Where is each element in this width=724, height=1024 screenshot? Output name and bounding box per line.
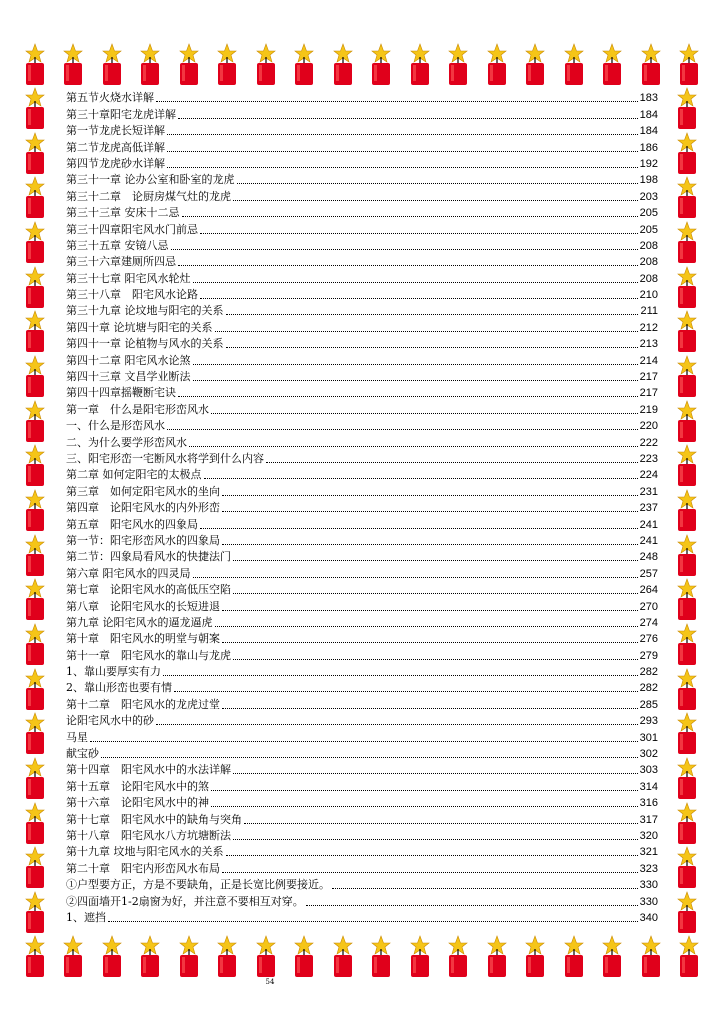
candle-icon bbox=[559, 42, 589, 86]
toc-entry-title: 论阳宅风水中的砂 bbox=[66, 714, 154, 728]
toc-entry[interactable] bbox=[66, 417, 658, 433]
toc-entry[interactable] bbox=[66, 499, 658, 515]
candle-icon bbox=[672, 86, 702, 130]
candle-icon bbox=[672, 756, 702, 800]
toc-entry-title: 第二章 如何定阳宅的太极点 bbox=[66, 468, 202, 482]
toc-entry[interactable] bbox=[66, 728, 658, 744]
dot-leader bbox=[211, 790, 638, 791]
toc-entry-page: 241 bbox=[639, 518, 658, 531]
toc-entry-page: 301 bbox=[639, 731, 658, 744]
dot-leader bbox=[167, 167, 638, 168]
candle-icon bbox=[20, 934, 50, 978]
toc-entry-page: 208 bbox=[639, 239, 658, 252]
candle-icon bbox=[20, 443, 50, 487]
toc-entry-page: 184 bbox=[639, 125, 658, 138]
candle-icon bbox=[20, 533, 50, 577]
dot-leader bbox=[101, 757, 638, 758]
toc-entry[interactable] bbox=[66, 122, 658, 138]
toc-entry[interactable] bbox=[66, 351, 658, 367]
dot-leader bbox=[233, 560, 638, 561]
candle-icon bbox=[405, 42, 435, 86]
candle-icon bbox=[251, 42, 281, 86]
toc-entry-page: 217 bbox=[639, 387, 658, 400]
dot-leader bbox=[233, 839, 638, 840]
toc-entry-page: 330 bbox=[639, 895, 658, 908]
dot-leader bbox=[156, 724, 638, 725]
dot-leader bbox=[167, 429, 638, 430]
toc-entry-title: 第十七章 阳宅风水中的缺角与突角 bbox=[66, 812, 242, 826]
candle-icon bbox=[672, 711, 702, 755]
candle-icon bbox=[520, 934, 550, 978]
toc-entry-page: 302 bbox=[639, 748, 658, 761]
toc-entry-page: 282 bbox=[639, 682, 658, 695]
dot-leader bbox=[244, 823, 638, 824]
toc-entry-page: 241 bbox=[639, 534, 658, 547]
toc-entry-page: 340 bbox=[639, 911, 658, 924]
toc-entry-title: 第三十八章 阳宅风水论路 bbox=[66, 288, 198, 302]
toc-entry[interactable] bbox=[66, 400, 658, 416]
toc-entry[interactable] bbox=[66, 89, 658, 105]
dot-leader bbox=[226, 314, 639, 315]
dot-leader bbox=[178, 265, 638, 266]
dot-leader bbox=[222, 511, 638, 512]
toc-entry-page: 205 bbox=[639, 207, 658, 220]
toc-entry[interactable] bbox=[66, 171, 658, 187]
candle-icon bbox=[212, 42, 242, 86]
toc-entry-title: 第四十三章 文昌学业断法 bbox=[66, 370, 191, 384]
dot-leader bbox=[174, 691, 638, 692]
candle-icon bbox=[212, 934, 242, 978]
toc-entry-title: 第七章 论阳宅风水的高低压空陷 bbox=[66, 583, 231, 597]
candle-icon bbox=[20, 42, 50, 86]
dot-leader bbox=[163, 675, 638, 676]
candle-icon bbox=[672, 443, 702, 487]
toc-entry-page: 224 bbox=[639, 469, 658, 482]
toc-entry[interactable] bbox=[66, 630, 658, 646]
dot-leader bbox=[193, 380, 638, 381]
toc-entry-page: 192 bbox=[639, 157, 658, 170]
candle-icon bbox=[20, 845, 50, 889]
toc-entry[interactable] bbox=[66, 663, 658, 679]
toc-entry[interactable] bbox=[66, 810, 658, 826]
candle-icon bbox=[672, 667, 702, 711]
toc-entry[interactable] bbox=[66, 466, 658, 482]
toc-entry-page: 323 bbox=[639, 862, 658, 875]
candle-icon bbox=[20, 265, 50, 309]
candle-icon bbox=[597, 42, 627, 86]
toc-entry[interactable] bbox=[66, 827, 658, 843]
candle-icon bbox=[672, 309, 702, 353]
dot-leader bbox=[237, 183, 638, 184]
toc-entry-page: 198 bbox=[639, 174, 658, 187]
dot-leader bbox=[200, 233, 638, 234]
dot-leader bbox=[178, 396, 638, 397]
dot-leader bbox=[233, 659, 638, 660]
candle-icon bbox=[174, 42, 204, 86]
toc-entry-page: 330 bbox=[639, 879, 658, 892]
toc-entry-title: 第三十九章 论坟地与阳宅的关系 bbox=[66, 304, 224, 318]
toc-entry[interactable] bbox=[66, 679, 658, 695]
candle-icon bbox=[20, 354, 50, 398]
toc-entry-title: 第三十三章 安床十二忌 bbox=[66, 206, 180, 220]
toc-entry-page: 293 bbox=[639, 715, 658, 728]
dot-leader bbox=[167, 134, 638, 135]
toc-entry-title: 第十章 阳宅风水的明堂与朝案 bbox=[66, 632, 220, 646]
candle-icon bbox=[20, 801, 50, 845]
toc-entry-title: ①户型要方正，方是不要缺角，正是长宽比例要接近。 bbox=[66, 878, 330, 892]
candle-icon bbox=[328, 934, 358, 978]
toc-entry-page: 270 bbox=[639, 600, 658, 613]
dot-leader bbox=[222, 642, 638, 643]
toc-entry[interactable] bbox=[66, 433, 658, 449]
toc-entry-page: 314 bbox=[639, 780, 658, 793]
toc-entry[interactable] bbox=[66, 450, 658, 466]
toc-entry-page: 317 bbox=[639, 813, 658, 826]
candle-icon bbox=[636, 934, 666, 978]
toc-entry-title: 三、阳宅形峦一宅断风水将学到什么内容 bbox=[66, 451, 264, 465]
toc-entry-title: 2、靠山形峦也要有情 bbox=[66, 681, 172, 695]
toc-entry-page: 186 bbox=[639, 141, 658, 154]
toc-entry-page: 223 bbox=[639, 452, 658, 465]
toc-entry-title: 第一节：阳宅形峦风水的四象局 bbox=[66, 533, 220, 547]
candle-icon bbox=[559, 934, 589, 978]
candle-icon bbox=[97, 934, 127, 978]
toc-entry-page: 184 bbox=[639, 108, 658, 121]
toc-entry[interactable] bbox=[66, 318, 658, 334]
dot-leader bbox=[189, 446, 638, 447]
candle-icon bbox=[366, 934, 396, 978]
candle-icon bbox=[20, 756, 50, 800]
toc-entry-page: 205 bbox=[639, 223, 658, 236]
toc-entry-page: 210 bbox=[639, 289, 658, 302]
toc-entry-title: 第九章 论阳宅风水的逼龙逼虎 bbox=[66, 615, 213, 629]
toc-entry[interactable] bbox=[66, 187, 658, 203]
toc-entry[interactable] bbox=[66, 761, 658, 777]
toc-entry[interactable] bbox=[66, 876, 658, 892]
candle-icon bbox=[672, 533, 702, 577]
toc-entry-page: 222 bbox=[639, 436, 658, 449]
toc-entry[interactable] bbox=[66, 548, 658, 564]
dot-leader bbox=[171, 249, 638, 250]
candle-icon bbox=[672, 845, 702, 889]
toc-entry[interactable] bbox=[66, 777, 658, 793]
toc-entry[interactable] bbox=[66, 253, 658, 269]
dot-leader bbox=[233, 200, 638, 201]
toc-entry-page: 183 bbox=[639, 92, 658, 105]
toc-entry-title: 第三十一章 论办公室和卧室的龙虎 bbox=[66, 173, 235, 187]
toc-entry-title: 第四十四章摇鞭断宅诀 bbox=[66, 386, 176, 400]
toc-entry[interactable] bbox=[66, 220, 658, 236]
toc-entry-title: 第五节火烧水详解 bbox=[66, 91, 154, 105]
toc-entry[interactable] bbox=[66, 843, 658, 859]
toc-entry[interactable] bbox=[66, 335, 658, 351]
candle-icon bbox=[597, 934, 627, 978]
toc-entry[interactable] bbox=[66, 745, 658, 761]
candle-icon bbox=[20, 488, 50, 532]
toc-entry-page: 274 bbox=[639, 616, 658, 629]
toc-entry-title: 第十一章 阳宅风水的靠山与龙虎 bbox=[66, 648, 231, 662]
toc-entry-page: 257 bbox=[639, 567, 658, 580]
toc-entry-title: 第四节龙虎砂水详解 bbox=[66, 156, 165, 170]
candle-icon bbox=[20, 309, 50, 353]
toc-entry-title: 第八章 论阳宅风水的长短进退 bbox=[66, 599, 220, 613]
toc-entry[interactable] bbox=[66, 286, 658, 302]
dot-leader bbox=[226, 347, 638, 348]
toc-entry-title: 第六章 阳宅风水的四灵局 bbox=[66, 566, 191, 580]
toc-entry-title: 第四十章 论坑塘与阳宅的关系 bbox=[66, 320, 213, 334]
dot-leader bbox=[193, 577, 638, 578]
candle-icon bbox=[289, 42, 319, 86]
toc-entry[interactable] bbox=[66, 646, 658, 662]
toc-entry-page: 316 bbox=[639, 797, 658, 810]
toc-entry[interactable] bbox=[66, 204, 658, 220]
toc-entry[interactable] bbox=[66, 138, 658, 154]
toc-entry-title: 1、靠山要厚实有力 bbox=[66, 665, 161, 679]
border-left bbox=[20, 86, 52, 934]
toc-entry[interactable] bbox=[66, 695, 658, 711]
toc-entry[interactable] bbox=[66, 892, 658, 908]
toc-entry-page: 212 bbox=[639, 321, 658, 334]
dot-leader bbox=[200, 298, 638, 299]
toc-entry[interactable] bbox=[66, 237, 658, 253]
dot-leader bbox=[222, 708, 638, 709]
toc-entry-title: 第五章 阳宅风水的四象局 bbox=[66, 517, 198, 531]
candle-icon bbox=[20, 577, 50, 621]
toc-entry-title: 第三章 如何定阳宅风水的坐向 bbox=[66, 484, 220, 498]
candle-icon bbox=[20, 667, 50, 711]
candle-icon bbox=[289, 934, 319, 978]
dot-leader bbox=[182, 216, 638, 217]
candle-icon bbox=[135, 42, 165, 86]
dot-leader bbox=[108, 921, 638, 922]
toc-entry-title: 献宝砂 bbox=[66, 747, 99, 761]
candle-icon bbox=[58, 42, 88, 86]
toc-entry-page: 211 bbox=[640, 305, 658, 318]
candle-icon bbox=[20, 890, 50, 934]
candle-icon bbox=[672, 622, 702, 666]
candle-icon bbox=[672, 577, 702, 621]
toc-entry-title: 第一章 什么是阳宅形峦风水 bbox=[66, 402, 209, 416]
candle-icon bbox=[672, 890, 702, 934]
candle-icon bbox=[174, 934, 204, 978]
candle-icon bbox=[328, 42, 358, 86]
dot-leader bbox=[222, 544, 638, 545]
dot-leader bbox=[222, 610, 638, 611]
toc-entry[interactable] bbox=[66, 909, 658, 925]
dot-leader bbox=[211, 806, 638, 807]
toc-entry-title: 第十六章 论阳宅风水中的神 bbox=[66, 796, 209, 810]
candle-icon bbox=[135, 934, 165, 978]
candle-icon bbox=[482, 934, 512, 978]
candle-icon bbox=[20, 220, 50, 264]
toc-entry-title: 第三十七章 阳宅风水轮灶 bbox=[66, 271, 191, 285]
toc-entry-title: 一、什么是形峦风水 bbox=[66, 419, 165, 433]
toc-entry-page: 285 bbox=[639, 698, 658, 711]
toc-entry-page: 237 bbox=[639, 502, 658, 515]
toc-entry-title: 第十五章 论阳宅风水中的煞 bbox=[66, 779, 209, 793]
border-right bbox=[672, 86, 704, 934]
dot-leader bbox=[204, 478, 638, 479]
toc-entry[interactable] bbox=[66, 515, 658, 531]
toc-entry-title: 第一节龙虎长短详解 bbox=[66, 124, 165, 138]
dot-leader bbox=[222, 872, 638, 873]
dot-leader bbox=[332, 888, 638, 889]
candle-icon bbox=[97, 42, 127, 86]
toc-entry-page: 282 bbox=[639, 666, 658, 679]
toc-entry-page: 219 bbox=[639, 403, 658, 416]
candle-icon bbox=[251, 934, 281, 978]
toc-entry-page: 303 bbox=[639, 764, 658, 777]
toc-entry-page: 203 bbox=[639, 190, 658, 203]
toc-entry[interactable] bbox=[66, 269, 658, 285]
candle-icon bbox=[672, 488, 702, 532]
toc-entry-page: 220 bbox=[639, 420, 658, 433]
toc-entry-page: 214 bbox=[639, 354, 658, 367]
toc-entry[interactable] bbox=[66, 581, 658, 597]
candle-icon bbox=[636, 42, 666, 86]
candle-icon bbox=[20, 175, 50, 219]
candle-icon bbox=[672, 399, 702, 443]
candle-icon bbox=[672, 220, 702, 264]
candle-icon bbox=[58, 934, 88, 978]
dot-leader bbox=[167, 151, 638, 152]
dot-leader bbox=[306, 905, 638, 906]
toc-entry-page: 213 bbox=[639, 338, 658, 351]
toc-entry[interactable] bbox=[66, 384, 658, 400]
candle-icon bbox=[20, 622, 50, 666]
candle-icon bbox=[20, 711, 50, 755]
toc-entry[interactable] bbox=[66, 597, 658, 613]
toc-entry-page: 320 bbox=[639, 829, 658, 842]
toc-entry-title: 第四章 论阳宅风水的内外形峦 bbox=[66, 501, 220, 515]
toc-entry-page: 276 bbox=[639, 633, 658, 646]
toc-entry-title: 第十八章 阳宅风水八方坑塘断法 bbox=[66, 828, 231, 842]
toc-entry-page: 208 bbox=[639, 272, 658, 285]
dot-leader bbox=[156, 101, 638, 102]
candle-icon bbox=[443, 934, 473, 978]
toc-entry[interactable] bbox=[66, 564, 658, 580]
toc-entry-page: 248 bbox=[639, 551, 658, 564]
toc-entry-title: 第三十六章建厕所四忌 bbox=[66, 255, 176, 269]
toc-entry-title: 二、为什么要学形峦风水 bbox=[66, 435, 187, 449]
candle-icon bbox=[672, 175, 702, 219]
toc-entry-title: 第三十章阳宅龙虎详解 bbox=[66, 107, 176, 121]
border-top bbox=[20, 42, 704, 86]
candle-icon bbox=[672, 354, 702, 398]
toc-entry[interactable] bbox=[66, 368, 658, 384]
candle-icon bbox=[520, 42, 550, 86]
dot-leader bbox=[222, 495, 638, 496]
dot-leader bbox=[200, 528, 638, 529]
toc-entry[interactable] bbox=[66, 859, 658, 875]
dot-leader bbox=[226, 855, 638, 856]
candle-icon bbox=[443, 42, 473, 86]
toc-entry[interactable] bbox=[66, 105, 658, 121]
candle-icon bbox=[20, 131, 50, 175]
candle-icon bbox=[20, 399, 50, 443]
candle-icon bbox=[482, 42, 512, 86]
dot-leader bbox=[178, 118, 638, 119]
candle-icon bbox=[672, 131, 702, 175]
dot-leader bbox=[90, 741, 638, 742]
toc-entry-title: 第二节：四象局看风水的快捷法门 bbox=[66, 550, 231, 564]
toc-entry-title: 1、遮挡 bbox=[66, 910, 106, 924]
toc-entry-title: 马星 bbox=[66, 730, 88, 744]
toc-entry-page: 279 bbox=[639, 649, 658, 662]
toc-entry-title: ②四面墙开1-2扇窗为好，并注意不要相互对穿。 bbox=[66, 894, 304, 908]
toc-entry-title: 第二十章 阳宅内形峦风水布局 bbox=[66, 861, 220, 875]
dot-leader bbox=[193, 282, 638, 283]
dot-leader bbox=[211, 413, 638, 414]
toc-entry[interactable] bbox=[66, 532, 658, 548]
toc-entry-title: 第三十五章 安镜八忌 bbox=[66, 238, 169, 252]
toc-entry-page: 321 bbox=[639, 846, 658, 859]
border-bottom bbox=[20, 934, 704, 978]
toc-entry-page: 217 bbox=[639, 371, 658, 384]
dot-leader bbox=[233, 593, 638, 594]
page-number: 54 bbox=[265, 978, 275, 986]
toc-entry-title: 第四十二章 阳宅风水论煞 bbox=[66, 353, 191, 367]
candle-icon bbox=[672, 265, 702, 309]
candle-icon bbox=[672, 801, 702, 845]
toc-entry-title: 第十四章 阳宅风水中的水法详解 bbox=[66, 763, 231, 777]
toc-entry[interactable] bbox=[66, 482, 658, 498]
toc-entry[interactable] bbox=[66, 155, 658, 171]
dot-leader bbox=[215, 331, 638, 332]
table-of-contents bbox=[66, 89, 658, 925]
dot-leader bbox=[233, 773, 638, 774]
toc-entry-page: 231 bbox=[639, 485, 658, 498]
dot-leader bbox=[266, 462, 638, 463]
candle-icon bbox=[366, 42, 396, 86]
toc-entry-title: 第十九章 坟地与阳宅风水的关系 bbox=[66, 845, 224, 859]
toc-entry-title: 第十二章 阳宅风水的龙虎过堂 bbox=[66, 697, 220, 711]
candle-icon bbox=[20, 86, 50, 130]
toc-entry[interactable] bbox=[66, 614, 658, 630]
toc-entry-title: 第三十二章 论厨房煤气灶的龙虎 bbox=[66, 189, 231, 203]
toc-entry-title: 第三十四章阳宅风水门前忌 bbox=[66, 222, 198, 236]
dot-leader bbox=[193, 364, 638, 365]
toc-entry[interactable] bbox=[66, 794, 658, 810]
candle-icon bbox=[405, 934, 435, 978]
toc-entry-title: 第二节龙虎高低详解 bbox=[66, 140, 165, 154]
toc-entry-title: 第四十一章 论植物与风水的关系 bbox=[66, 337, 224, 351]
toc-entry-page: 264 bbox=[639, 584, 658, 597]
toc-entry[interactable] bbox=[66, 302, 658, 318]
candle-icon bbox=[674, 42, 704, 86]
candle-icon bbox=[674, 934, 704, 978]
toc-entry[interactable] bbox=[66, 712, 658, 728]
dot-leader bbox=[215, 626, 638, 627]
toc-entry-page: 208 bbox=[639, 256, 658, 269]
